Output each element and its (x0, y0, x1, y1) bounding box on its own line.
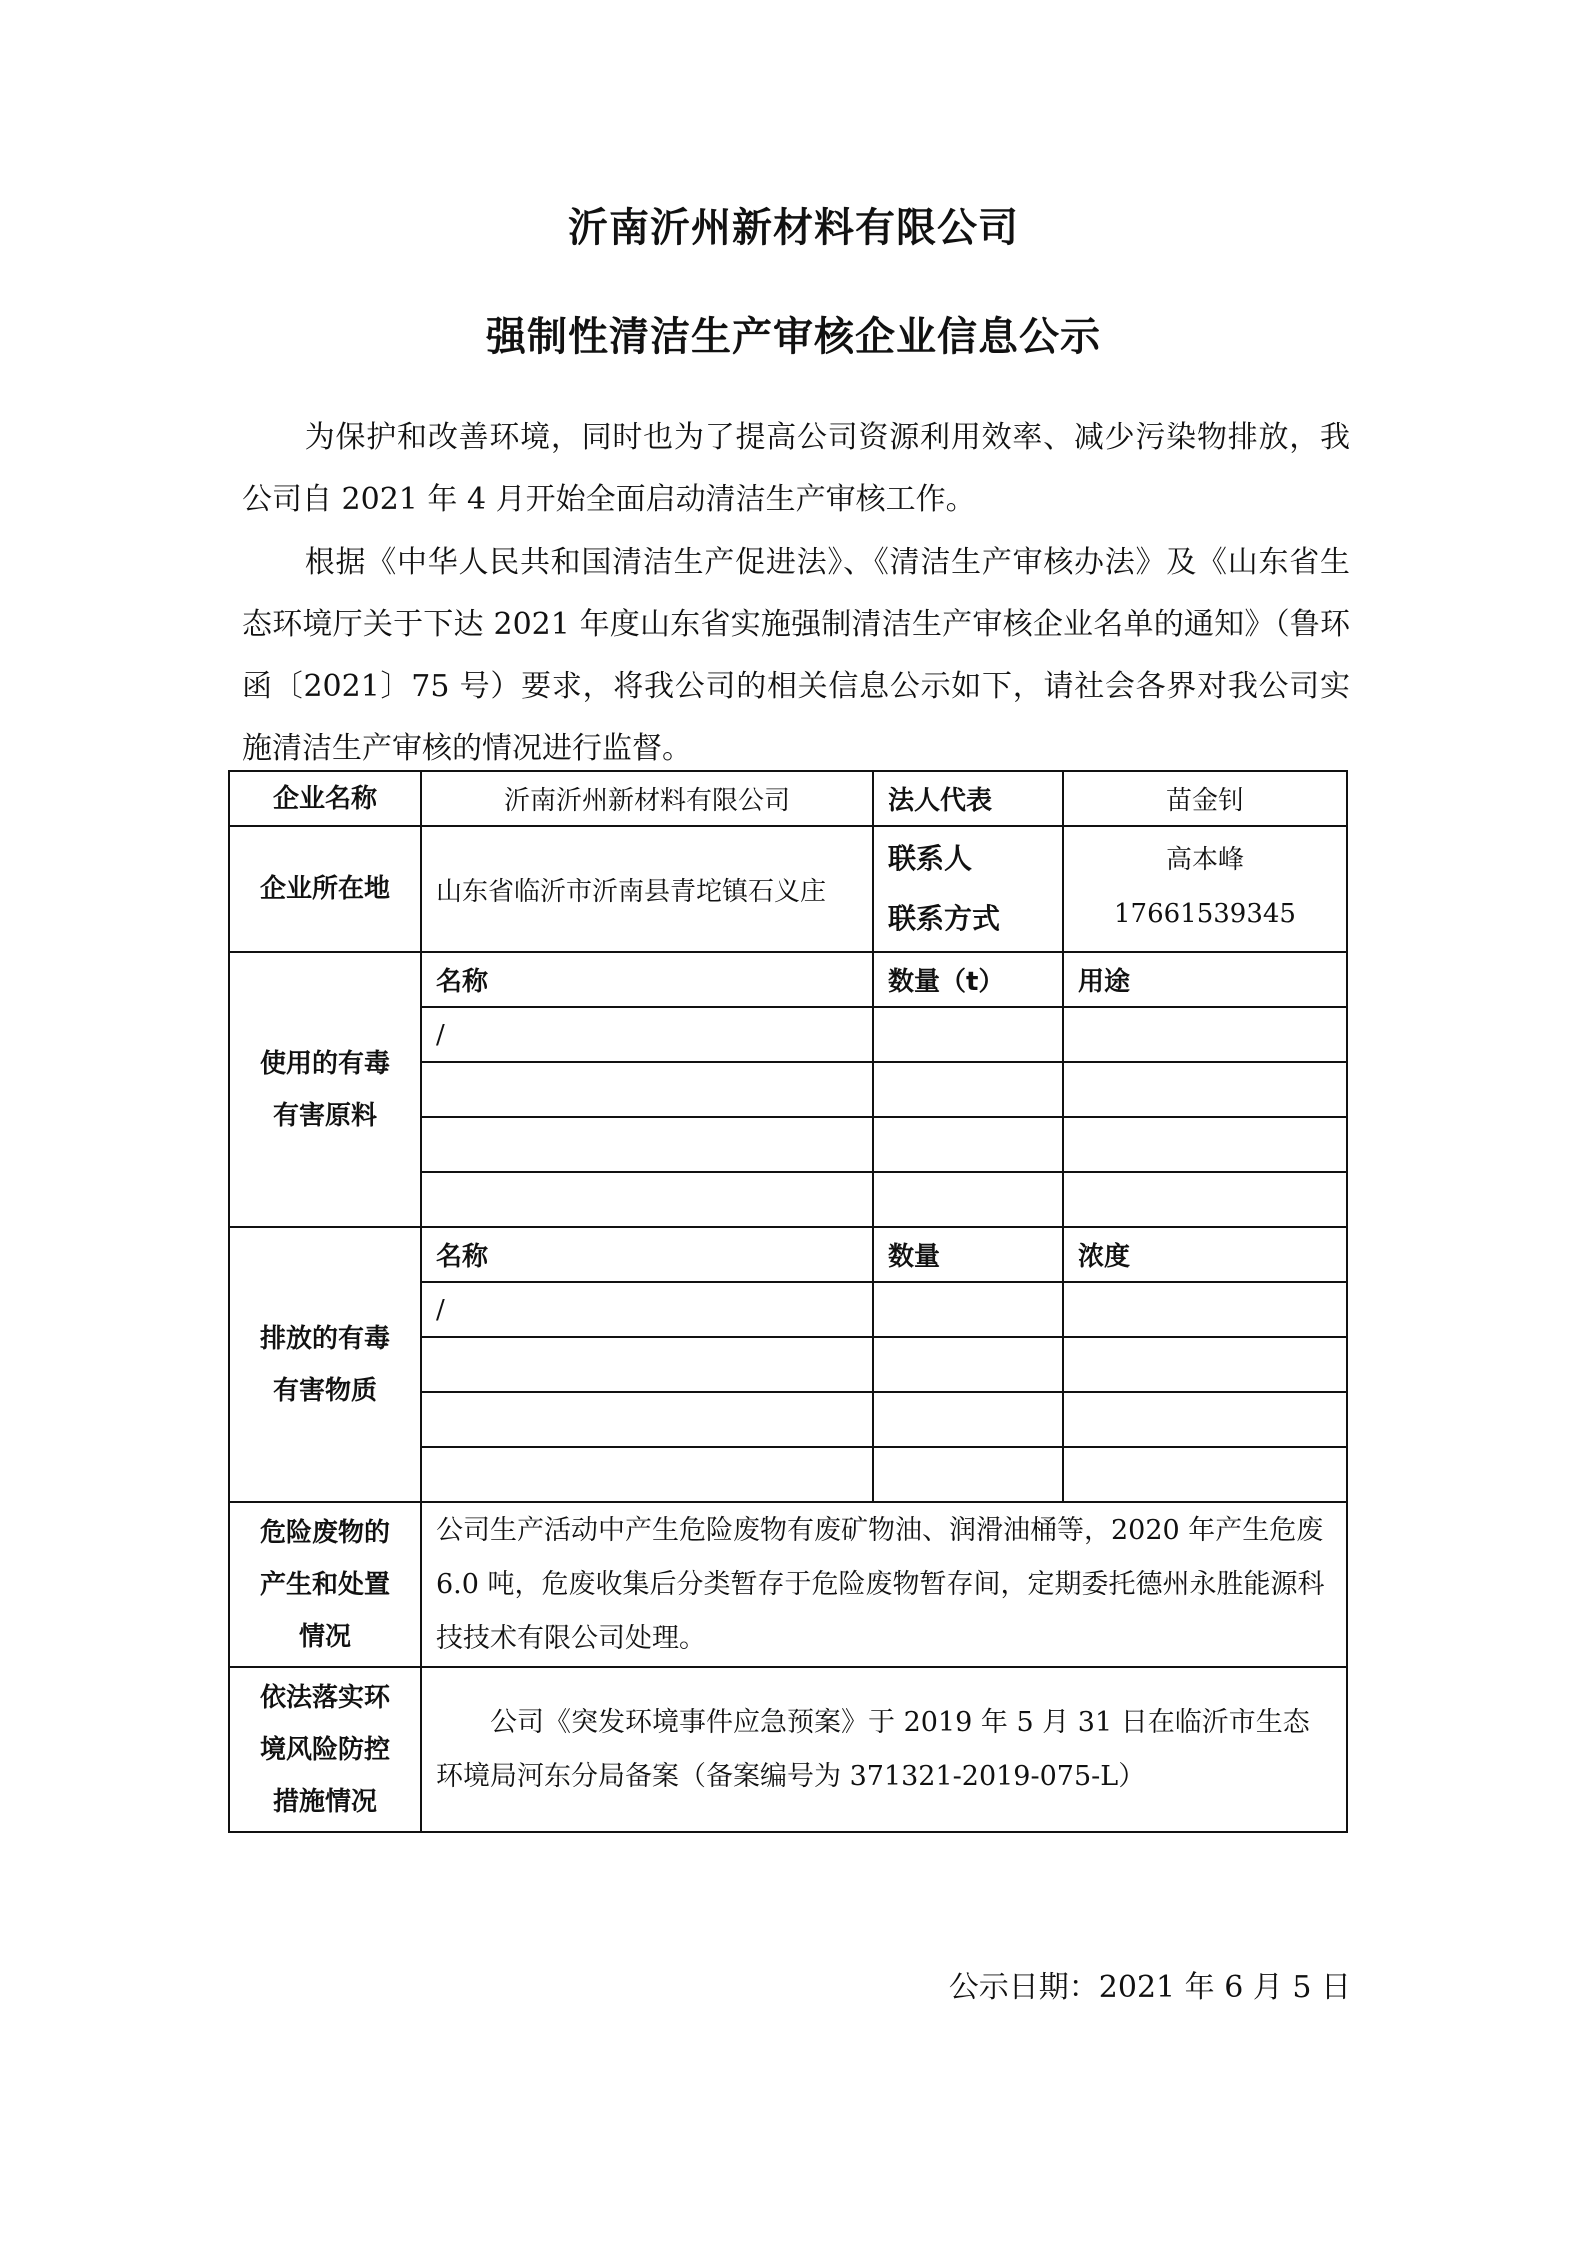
table-cell (1063, 1282, 1347, 1337)
contact-method-label: 联系方式 (888, 902, 1001, 935)
emissions-col-qty: 数量 (873, 1227, 1063, 1282)
hazardous-waste-text: 公司生产活动中产生危险废物有废矿物油、润滑油桶等，2020 年产生危废 6.0 吨，危废收集后分类暂存于危险废物暂存间，定期委托德州永胜能源科技技术有限公司处理。 (421, 1502, 1347, 1667)
location-value: 山东省临沂市沂南县青坨镇石义庄 (421, 826, 873, 952)
intro-paragraph: 为保护和改善环境，同时也为了提高公司资源利用效率、减少污染物排放，我公司自 2021 年 4 月开始全面启动清洁生产审核工作。 (242, 420, 1350, 517)
table-cell (873, 1117, 1063, 1172)
raw-materials-col-use: 用途 (1063, 952, 1347, 1007)
table-cell (1063, 1117, 1347, 1172)
risk-control-text: 公司《突发环境事件应急预案》于 2019 年 5 月 31 日在临沂市生态环境局河东分局备案（备案编号为 371321-2019-075-L） (421, 1667, 1347, 1832)
basis-paragraph: 根据《中华人民共和国清洁生产促进法》、《清洁生产审核办法》及《山东省生态环境厅关于下达 2021 年度山东省实施强制清洁生产审核企业名单的通知》（鲁环函〔2021〕75 号）要求，将我公司的相关信息公示如下，请社会各界对我公司实施清洁生产审核的情况进行监督。 (242, 545, 1350, 766)
table-cell (421, 1447, 873, 1502)
table-cell (1063, 1062, 1347, 1117)
emissions-label: 排放的有毒 有害物质 (229, 1227, 421, 1502)
hazardous-waste-label: 危险废物的 产生和处置 情况 (229, 1502, 421, 1667)
risk-control-label: 依法落实环 境风险防控 措施情况 (229, 1667, 421, 1832)
table-cell (873, 1447, 1063, 1502)
table-cell (421, 1172, 873, 1227)
table-cell: / (421, 1007, 873, 1062)
table-cell (1063, 1337, 1347, 1392)
emissions-col-name: 名称 (421, 1227, 873, 1282)
announcement-date: 公示日期：2021 年 6 月 5 日 (948, 1970, 1351, 2005)
table-cell (873, 1007, 1063, 1062)
table-cell: / (421, 1282, 873, 1337)
contact-person-label: 联系人 (888, 842, 973, 875)
table-cell (421, 1117, 873, 1172)
company-info-table (228, 770, 1348, 1833)
contact-values (1063, 826, 1347, 952)
company-name-value: 沂南沂州新材料有限公司 (421, 771, 873, 826)
table-cell (1063, 1447, 1347, 1502)
location-label: 企业所在地 (229, 826, 421, 952)
table-cell (873, 1172, 1063, 1227)
contact-labels (873, 826, 1063, 952)
emissions-col-conc: 浓度 (1063, 1227, 1347, 1282)
table-cell (421, 1062, 873, 1117)
table-cell (421, 1337, 873, 1392)
table-cell (873, 1282, 1063, 1337)
raw-materials-label: 使用的有毒 有害原料 (229, 952, 421, 1227)
contact-person-value: 高本峰 (1165, 845, 1244, 875)
legal-rep-label: 法人代表 (873, 771, 1063, 826)
table-cell (421, 1392, 873, 1447)
raw-materials-col-name: 名称 (421, 952, 873, 1007)
raw-materials-col-qty: 数量（t） (873, 952, 1063, 1007)
company-name-label: 企业名称 (229, 771, 421, 826)
table-cell (1063, 1172, 1347, 1227)
table-cell (873, 1062, 1063, 1117)
table-cell (873, 1337, 1063, 1392)
notice-title: 强制性清洁生产审核企业信息公示 (486, 314, 1101, 360)
company-title: 沂南沂州新材料有限公司 (568, 205, 1019, 251)
table-cell (1063, 1392, 1347, 1447)
table-cell (873, 1392, 1063, 1447)
legal-rep-value: 苗金钊 (1063, 771, 1347, 826)
table-cell (1063, 1007, 1347, 1062)
contact-phone-value: 17661539345 (1114, 899, 1296, 929)
